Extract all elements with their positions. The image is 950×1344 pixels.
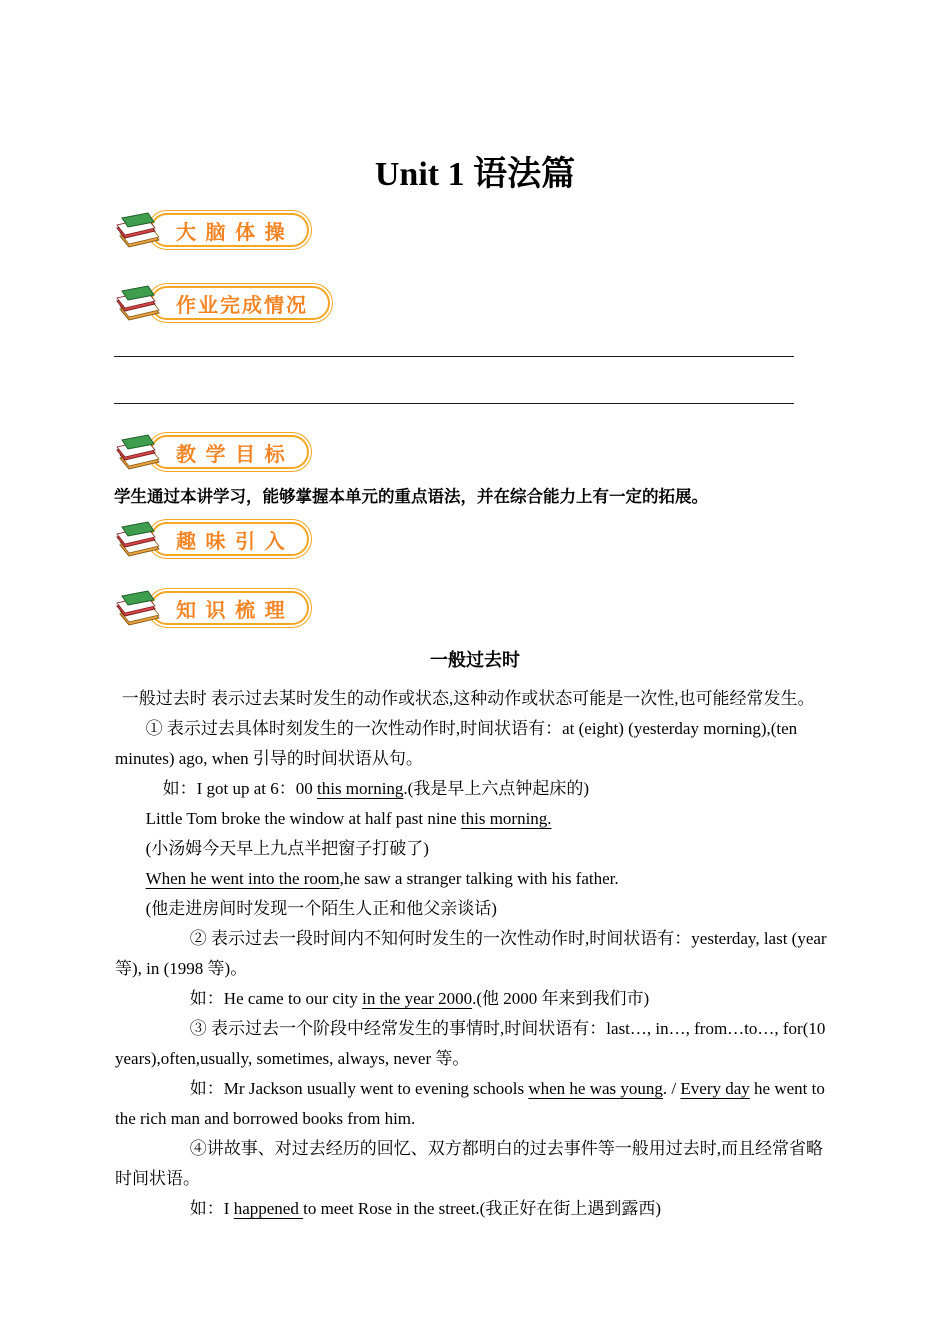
badge-label: 知 识 梳 理 xyxy=(150,591,309,625)
text-segment: 如：I xyxy=(189,1199,234,1218)
paragraph xyxy=(115,834,839,864)
text-segment: (他走进房间时发现一个陌生人正和他父亲谈话) xyxy=(145,899,497,918)
text-segment: .(他 2000 年来到我们市) xyxy=(472,989,650,1008)
text-segment: (小汤姆今天早上九点半把窗子打破了) xyxy=(145,839,429,858)
text-segment: . / xyxy=(662,1079,681,1098)
text-segment: ,he saw a stranger talking with his father. xyxy=(339,869,619,888)
paragraph xyxy=(115,804,839,834)
answer-line xyxy=(114,403,794,404)
text-segment: ① 表示过去具体时刻发生的一次性动作时,时间状语有：at (eight) (yesterday morning),(ten minutes) ago, when 引导的时间状语从句。 xyxy=(115,719,798,768)
text-segment: Little Tom broke the window at half past nine xyxy=(145,809,461,828)
underlined-text: when he was young xyxy=(528,1079,663,1098)
paragraph xyxy=(115,774,839,804)
text-segment: he went to the rich man and borrowed books from him. xyxy=(115,1079,825,1128)
badge-teaching-goals xyxy=(112,431,950,473)
section-heading: 一般过去时 xyxy=(430,650,520,670)
badge-knowledge-outline xyxy=(112,587,950,629)
text-segment: 如：Mr Jackson usually went to evening schools xyxy=(189,1079,529,1098)
answer-line xyxy=(114,356,794,357)
underlined-text: in the year 2000 xyxy=(362,989,473,1008)
paragraph xyxy=(115,684,839,714)
paragraph xyxy=(115,1014,839,1074)
underlined-text: happened xyxy=(233,1199,304,1218)
badge-label: 大 脑 体 操 xyxy=(150,213,309,247)
text-segment: to meet Rose in the street.(我正好在街上遇到露西) xyxy=(303,1199,661,1218)
badge-label: 作业完成情况 xyxy=(150,286,330,320)
paragraph xyxy=(115,864,839,894)
text-segment: .(我是早上六点钟起床的) xyxy=(403,779,589,798)
text-segment: 如：He came to our city xyxy=(189,989,363,1008)
books-stack-icon xyxy=(112,586,166,630)
paragraph xyxy=(115,1074,839,1134)
paragraph xyxy=(115,984,839,1014)
badge-label: 趣 味 引 入 xyxy=(150,522,309,556)
paragraph xyxy=(115,894,839,924)
paragraph xyxy=(115,1134,839,1194)
underlined-text: this morning. xyxy=(460,809,552,828)
paragraph xyxy=(115,714,839,774)
badge-fun-intro xyxy=(112,518,950,560)
underlined-text: this morning xyxy=(317,779,404,798)
text-segment: ④讲故事、对过去经历的回忆、双方都明白的过去事件等一般用过去时,而且经常省略时间状语。 xyxy=(115,1139,824,1188)
paragraph xyxy=(115,1194,839,1224)
books-stack-icon xyxy=(112,281,166,325)
books-stack-icon xyxy=(112,208,166,252)
text-segment: 一般过去时 表示过去某时发生的动作或状态,这种动作或状态可能是一次性,也可能经常发生。 xyxy=(121,689,815,708)
books-stack-icon xyxy=(112,430,166,474)
text-segment: ③ 表示过去一个阶段中经常发生的事情时,时间状语有：last…, in…, from…to…, for(10 years),often,usually, sometimes, always, never 等。 xyxy=(115,1019,826,1068)
text-segment: ② 表示过去一段时间内不知何时发生的一次性动作时,时间状语有：yesterday, last (year 等), in (1998 等)。 xyxy=(115,929,827,978)
underlined-text: Every day xyxy=(680,1079,750,1098)
underlined-text: When he went into the room xyxy=(145,869,340,888)
page-title: Unit 1 语法篇 xyxy=(374,156,576,193)
badge-brain-exercise xyxy=(112,209,950,251)
lesson-body xyxy=(115,684,839,1224)
books-stack-icon xyxy=(112,517,166,561)
badge-homework-status xyxy=(112,282,950,324)
paragraph xyxy=(115,924,839,984)
text-segment: 如：I got up at 6：00 xyxy=(162,779,317,798)
badge-label: 教 学 目 标 xyxy=(150,435,309,469)
teaching-objective-text: 学生通过本讲学习，能够掌握本单元的重点语法，并在综合能力上有一定的拓展。 xyxy=(114,488,708,506)
